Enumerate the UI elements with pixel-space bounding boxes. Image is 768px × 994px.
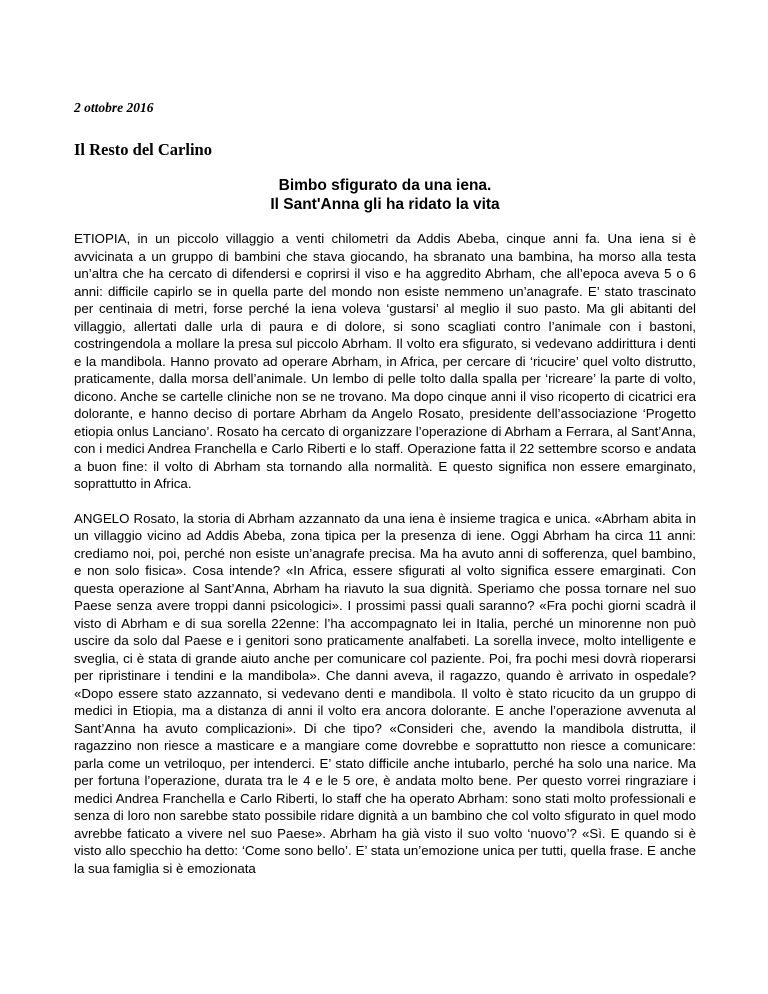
- article-title: [74, 176, 696, 214]
- article-body: [74, 230, 696, 894]
- article-paragraph-2: ANGELO Rosato, la storia di Abrham azzannato da una iena è insieme tragica e unica. «Abrham abita in un villaggio vicino ad Addis Abeba, zona tipica per la presenza di iene. Oggi Abrham ha circa 11 anni: crediamo noi, poi, perché non esiste un’anagrafe precisa. Ma ha avuto anni di sofferenza, quel bambino, e non solo fisica». Cosa intende? «In Africa, essere sfigurati al volto significa essere emarginati. Con questa operazione al Sant’Anna, Abrham ha riavuto la sua dignità. Speriamo che possa tornare nel suo Paese senza avere troppi danni psicologici». I prossimi passi quali saranno? «Fra pochi giorni scadrà il visto di Abrham e di sua sorella 22enne: l’ha accompagnato lei in Italia, perché un minorenne non può uscire da solo dal Paese e i genitori sono praticamente analfabeti. La sorella invece, molto intelligente e sveglia, ci è stata di grande aiuto anche per comunicare col paziente. Poi, fra pochi mesi dovrà rioperarsi per ripristinare i tendini e la mandibola». Che danni aveva, il ragazzo, quando è arrivato in ospedale? «Dopo essere stato azzannato, si vedevano denti e mandibola. Il volto è stato ricucito da un gruppo di medici in Etiopia, ma a distanza di anni il volto era ancora dolorante. E anche l’operazione avvenuta al Sant’Anna ha avuto complicazioni». Di che tipo? «Consideri che, avendo la mandibola distrutta, il ragazzino non riesce a masticare e a mangiare come dovrebbe e soprattutto non riesce a comunicare: parla come un vetriloquo, per intenderci. E’ stato difficile anche intubarlo, perché ha solo una narice. Ma per fortuna l’operazione, durata tra le 4 e le 5 ore, è andata molto bene. Per questo vorrei ringraziare i medici Andrea Franchella e Carlo Riberti, lo staff che ha operato Abrham: sono stati molto professionali e senza di loro non sarebbe stato possibile ridare dignità a un bambino che col volto sfigurato in quel modo avrebbe faticato a vivere nel suo Paese». Abrham ha già visto il suo volto ‘nuovo’? «Sì. E quando si è visto allo specchio ha detto: ‘Come sono bello’. E’ stata un’emozione unica per tutti, quella frase. E anche la sua famiglia si è emozionata: [74, 510, 696, 876]
- newspaper-name: Il Resto del Carlino: [74, 140, 212, 159]
- article-title-line-1: Bimbo sfigurato da una iena.: [278, 177, 492, 194]
- article-paragraph-1: ETIOPIA, in un piccolo villaggio a venti chilometri da Addis Abeba, cinque anni fa. Una iena si è avvicinata a un gruppo di bambini che stava giocando, ha sbranato una bambina, ha morso alla testa un’altra che ha cercato di difendersi e coprirsi il viso e ha aggredito Abrham, che all’epoca aveva 5 o 6 anni: difficile capirlo se in quella parte del mondo non esiste nemmeno un’anagrafe. E’ stato trascinato per centinaia di metri, forse perché la iena voleva ‘gustarsi’ al meglio il suo pasto. Ma gli abitanti del villaggio, allertati dalle urla di paura e di dolore, si sono scagliati contro l’animale con i bastoni, costringendola a mollare la presa sul piccolo Abrham. Il volto era sfigurato, si vedevano addirittura i denti e la mandibola. Hanno provato ad operare Abrham, in Africa, per cercare di ‘ricucire’ quel volto distrutto, praticamente, dalla morsa dell’animale. Un lembo di pelle tolto dalla spalla per ‘ricreare’ la parte di volto, dicono. Anche se cartelle cliniche non se ne trovano. Ma dopo cinque anni il viso ricoperto di cicatrici era dolorante, e hanno deciso di portare Abrham da Angelo Rosato, presidente dell’associazione ‘Progetto etiopia onlus Lanciano’. Rosato ha cercato di organizzare l’operazione di Abrham a Ferrara, al Sant’Anna, con i medici Andrea Franchella e Carlo Riberti e lo staff. Operazione fatta il 22 settembre scorso e andata a buon fine: il volto di Abrham sta tornando alla normalità. E questo significa non essere emarginato, soprattutto in Africa.: [74, 231, 696, 491]
- article-date: 2 ottobre 2016: [74, 100, 154, 115]
- article-title-line-2: Il Sant'Anna gli ha ridato la vita: [270, 196, 500, 213]
